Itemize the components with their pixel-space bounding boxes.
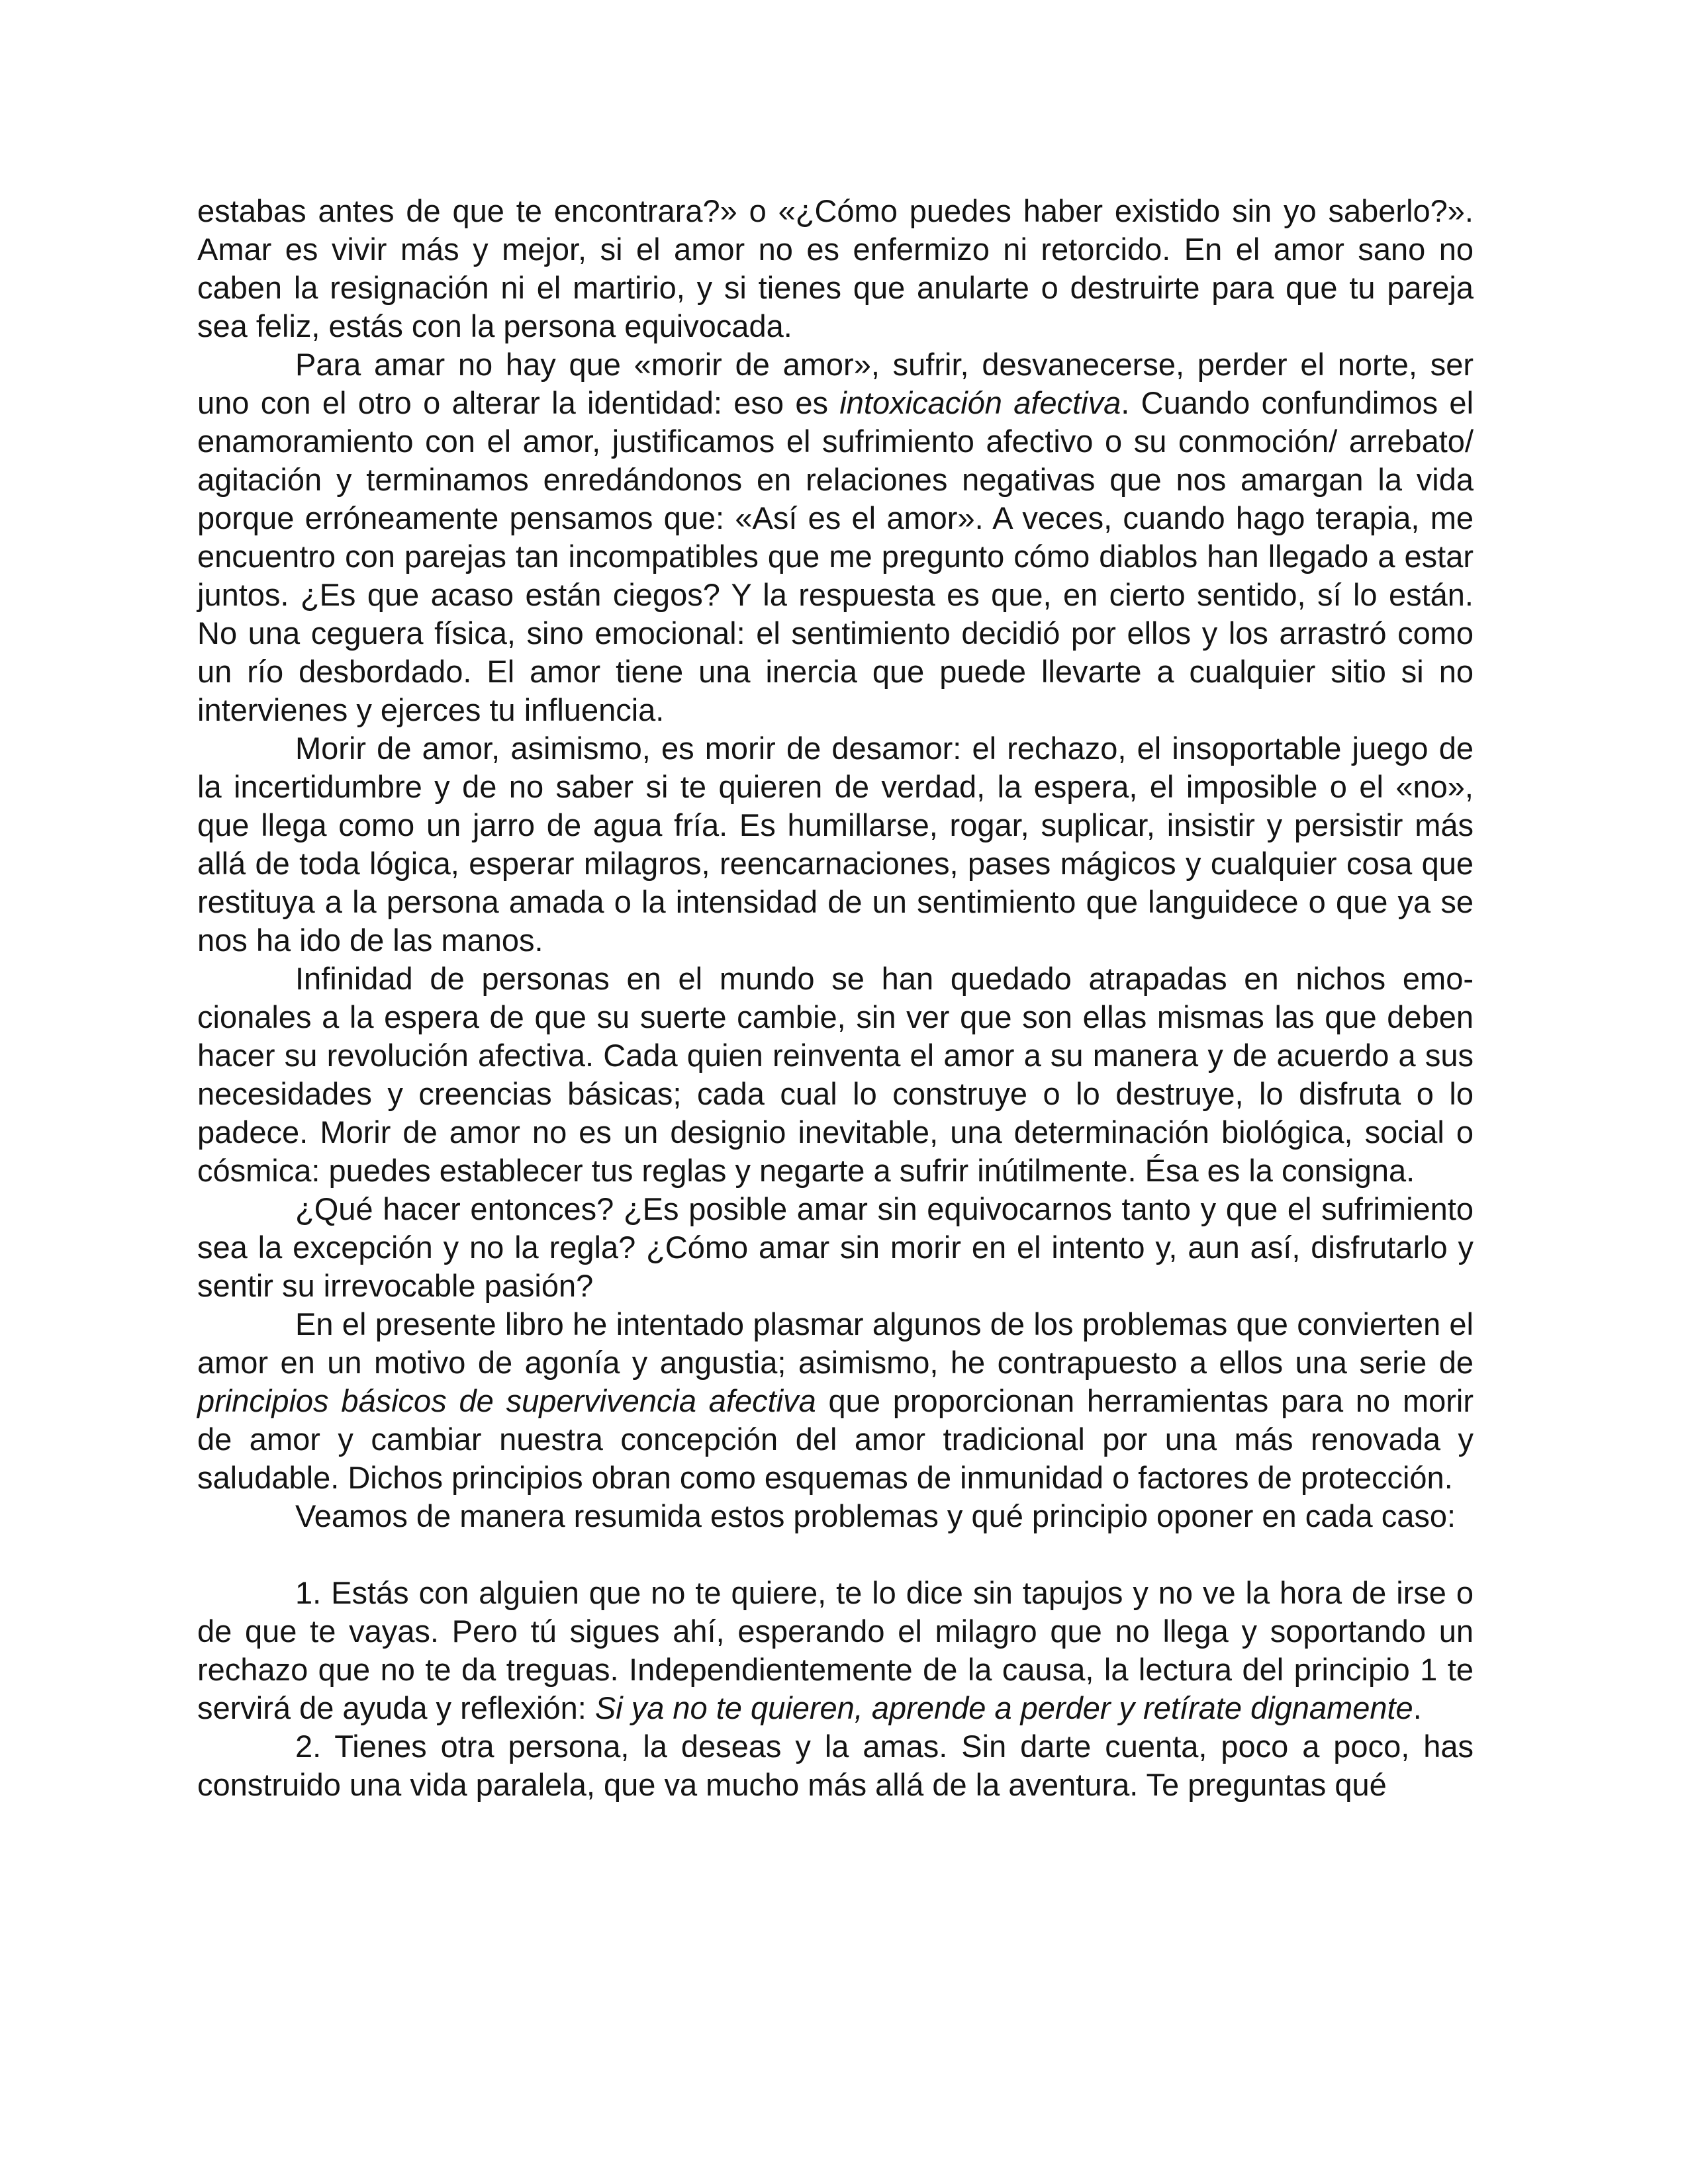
italic-phrase: Si ya no te quieren, aprende a perder y retírate dignamente <box>594 1690 1413 1725</box>
paragraph-p3 <box>197 960 1474 1190</box>
paragraph-p2 <box>197 729 1474 960</box>
text-run: Veamos de manera resumida estos problemas y qué principio oponer en cada caso: <box>295 1498 1456 1533</box>
text-run: 1. Estás con alguien que no te quiere, te lo dice sin tapujos y no ve la hora de irse o de que te vayas. Pero tú sigues ahí, esperando el milagro que no llega y soportando un rechazo que no te da treguas. Independientemente de la causa, la lectura del principio 1 te servirá de ayuda y reflexión: <box>197 1575 1474 1725</box>
text-run: En el presente libro he intentado plasmar algunos de los problemas que convierten el amor en un motivo de agonía y angustia; asimismo, he contrapuesto a ellos una serie de <box>197 1306 1474 1380</box>
paragraph-p0 <box>197 192 1474 345</box>
paragraph-gap <box>197 1535 1474 1574</box>
paragraph-p4 <box>197 1190 1474 1305</box>
paragraph-p8 <box>197 1727 1474 1804</box>
paragraph-p6 <box>197 1497 1474 1535</box>
paragraph-p5 <box>197 1305 1474 1497</box>
italic-phrase: intoxicación afectiva <box>839 385 1121 420</box>
text-run: . <box>1413 1690 1422 1725</box>
text-run: ¿Qué hacer entonces? ¿Es posible amar sin equivocarnos tanto y que el sufrimiento sea la excepción y no la regla? ¿Cómo amar sin morir en el intento y, aun así, disfrutarlo y sentir su irrevocable pasión? <box>197 1191 1474 1303</box>
text-run: 2. Tienes otra persona, la deseas y la amas. Sin darte cuenta, poco a poco, has construido una vida paralela, que va mucho más allá de la aventura. Te preguntas qué <box>197 1729 1474 1802</box>
text-run: . Cuando confundimos el enamoramiento con el amor, justificamos el sufrimiento afectivo o su conmoción/ arrebato/ agitación y terminamos enredándonos en relaciones negativas que nos amargan la vida porque erróneamente pensamos que: «Así es el amor». A veces, cuando hago terapia, me encuentro con parejas tan incompatibles que me pregunto cómo diablos han llegado a estar juntos. ¿Es que acaso están ciegos? Y la respuesta es que, en cierto sentido, sí lo están. No una ceguera física, sino emocional: el sentimiento decidió por ellos y los arrastró como un río desbordado. El amor tiene una inercia que puede llevarte a cualquier sitio si no intervienes y ejerces tu influencia. <box>197 385 1474 727</box>
text-run: estabas antes de que te encontrara?» o «¿Cómo puedes haber existido sin yo saberlo?». Amar es vivir más y mejor, si el amor no es enfermizo ni retorcido. En el amor sano no caben la resignación ni el martirio, y si tienes que anularte o destruirte para que tu pareja sea feliz, estás con la persona equivocada. <box>197 193 1474 343</box>
text-run: Morir de amor, asimismo, es morir de desamor: el rechazo, el insoportable juego de la incertidumbre y de no saber si te quieren de verdad, la espera, el imposible o el «no», que llega como un jarro de agua fría. Es humillarse, rogar, suplicar, insistir y persistir más allá de toda lógica, esperar milagros, reencarnaciones, pases mágicos y cualquier cosa que restituya a la persona amada o la intensidad de un sentimiento que languidece o que ya se nos ha ido de las manos. <box>197 731 1474 958</box>
text-run: Para amar no hay que «morir de amor», sufrir, desvanecerse, perder el norte, ser uno con el otro o alterar la identidad: eso es <box>197 347 1474 420</box>
page-body <box>197 192 1474 1804</box>
italic-phrase: principios básicos de supervivencia afectiva <box>197 1383 816 1418</box>
paragraph-p1 <box>197 345 1474 729</box>
paragraph-p7 <box>197 1574 1474 1727</box>
text-run: que proporcionan herramientas para no morir de amor y cambiar nuestra concepción del amor tradicional por una más renovada y saludable. Dichos principios obran como esquemas de inmunidad o factores de protección. <box>197 1383 1474 1495</box>
text-run: Infinidad de personas en el mundo se han quedado atrapadas en nichos emocionales a la espera de que su suerte cambie, sin ver que son ellas mismas las que deben hacer su revolución afectiva. Cada quien reinventa el amor a su manera y de acuerdo a sus necesidades y creencias básicas; cada cual lo construye o lo destruye, lo disfruta o lo padece. Morir de amor no es un designio inevitable, una determinación biológica, social o cósmica: puedes establecer tus reglas y negarte a sufrir inútilmente. Ésa es la consigna. <box>197 961 1474 1188</box>
